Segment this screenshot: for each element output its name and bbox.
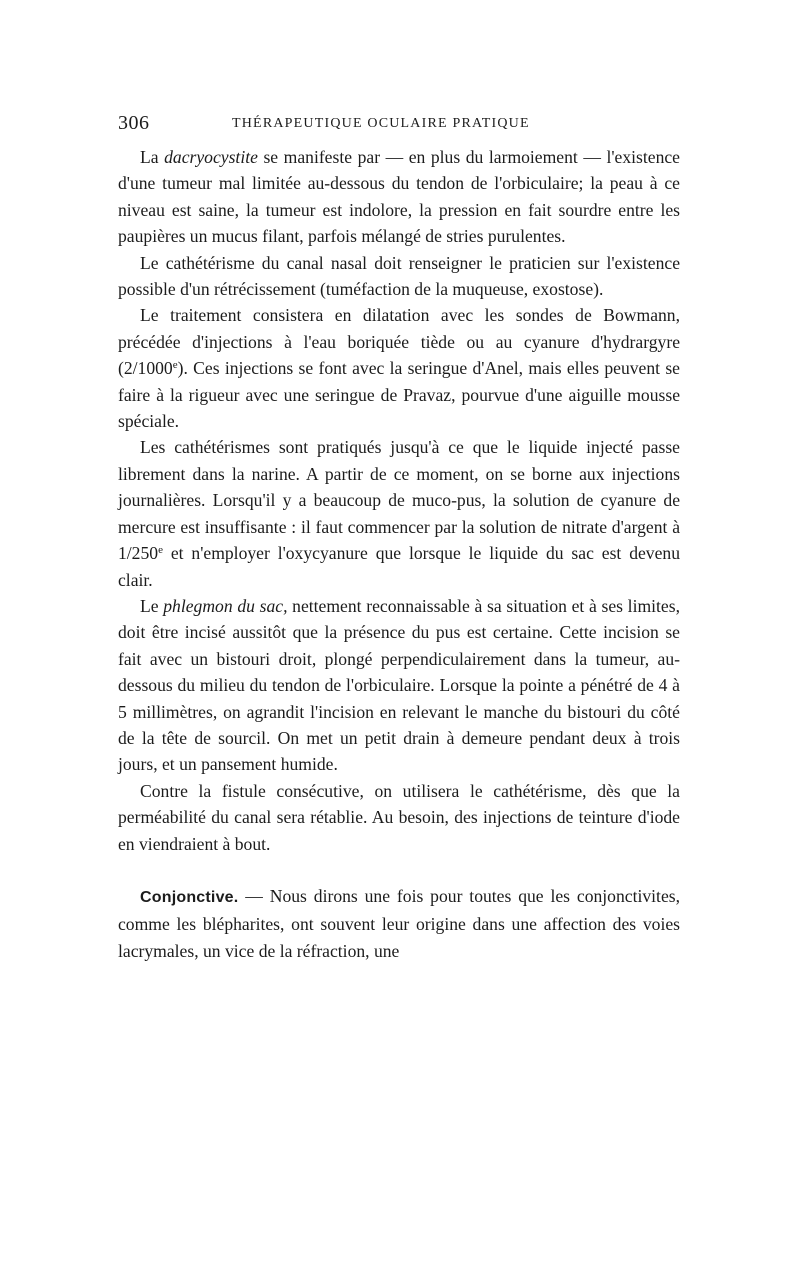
paragraph-text: nettement reconnaissable à sa situation et à ses limites, doit être incisé aussitôt que la présence du pus est certaine. Cette incision se fait avec un bistouri droit, plongé perpendiculairement dans la tumeur, au-dessous du milieu du tendon de l'orbiculaire. Lorsque la pointe a pénétré de 4 à 5 millimètres, on agrandit l'incision en relevant le manche du bistouri du côté de la tête de sourcil. On met un petit drain à demeure pendant deux à trois jours, et un pansement humide. [118,595,680,775]
running-title: THÉRAPEUTIQUE OCULAIRE PRATIQUE [232,116,530,131]
paragraph-text: ). Ces injections se font avec la seringue d'Anel, mais elles peuvent se faire à la rigueur avec une seringue de Pravaz, pourvue d'une aiguille mousse spéciale. [118,358,680,432]
paragraph-injections [118,434,680,592]
superscript: e [158,544,163,557]
paragraph-text: — Nous dirons une fois pour toutes que les conjonctivites, comme les blépharites, ont souvent leur origine dans une affection des voies lacrymales, un vice de la réfraction, une [118,885,680,961]
paragraph-text: Le cathétérisme du canal nasal doit renseigner le praticien sur l'existence possible d'un rétrécissement (tuméfaction de la muqueuse, exostose). [118,252,680,300]
paragraph-phlegmon [118,593,680,778]
body-text [118,144,680,964]
section-heading: Conjonctive. [140,888,239,906]
paragraph-traitement [118,302,680,434]
paragraph-catheterisme [118,250,680,303]
paragraph-text: Les cathétérismes sont pratiqués jusqu'à ce que le liquide injecté passe librement dans la narine. A partir de ce moment, on se borne aux injections journalières. Lorsqu'il y a beaucoup de muco-pus, la solution de cyanure de mercure est insuffisante : il faut commencer par la solution de nitrate d'argent à 1/250 [118,437,680,564]
paragraph-text: Le traitement consistera en dilatation avec les sondes de Bowmann, précédée d'injections à l'eau boriquée tiède ou au cyanure d'hydrargyre (2/1000 [118,305,680,379]
paragraph-text: se manifeste par — en plus du larmoiement — l'existence d'une tumeur mal limitée au-dessous du tendon de l'orbiculaire; la peau à ce niveau est saine, la tumeur est indolore, la pression en fait sourdre entre les paupières un mucus filant, parfois mélangé de stries purulentes. [118,147,680,247]
section-gap [118,857,680,883]
book-page [118,112,680,964]
running-head [118,112,680,138]
superscript: e [172,359,178,372]
paragraph-lead: Le [140,595,164,616]
italic-term: phlegmon du sac, [163,595,288,616]
paragraph-conjonctive [118,883,680,964]
italic-term: dacryocystite [164,147,258,167]
paragraph-lead: La [140,147,165,167]
paragraph-text: et n'employer l'oxycyanure que lorsque le liquide du sac est devenu clair. [118,543,680,590]
paragraph-fistule [118,778,680,857]
paragraph-dacryocystite [118,144,680,250]
paragraph-text: Contre la fistule consécutive, on utilisera le cathétérisme, dès que la perméabilité du canal sera rétablie. Au besoin, des injections de teinture d'iode en viendraient à bout. [118,780,680,854]
page-number: 306 [118,112,150,134]
